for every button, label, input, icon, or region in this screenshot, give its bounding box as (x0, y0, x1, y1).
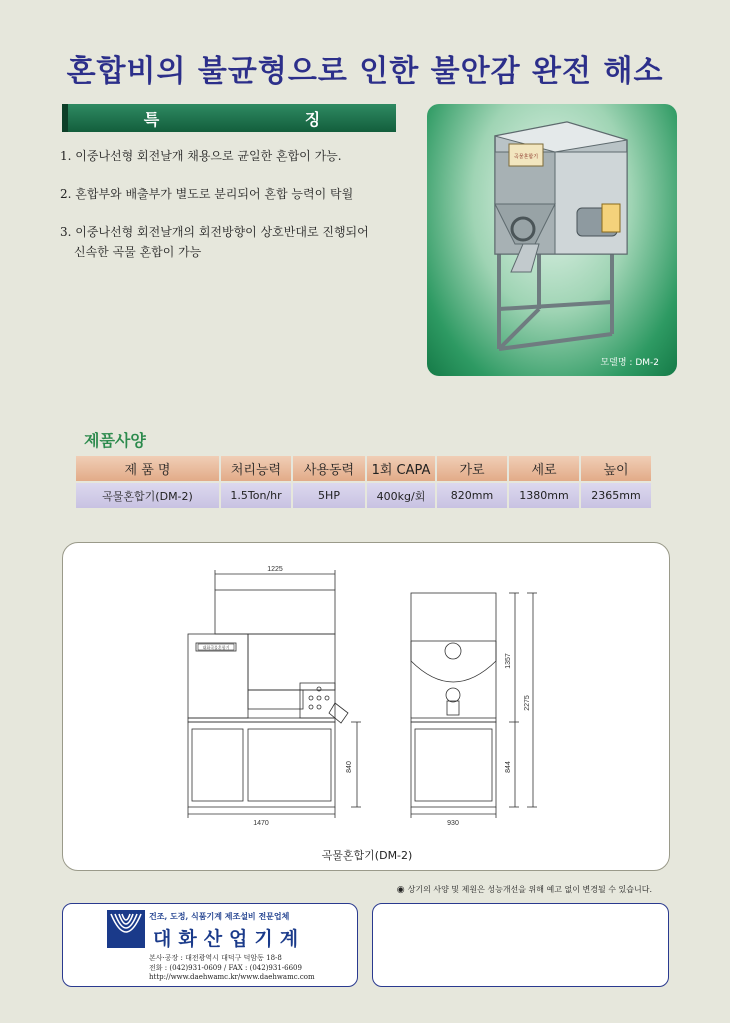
header-product-name: 제 품 명 (76, 456, 220, 482)
company-logo-icon (107, 910, 145, 948)
company-name: 대화산업기계 (153, 928, 306, 950)
header-height: 높이 (580, 456, 652, 482)
header-depth: 세로 (508, 456, 580, 482)
drawing-svg (63, 543, 671, 843)
dim-hopper-height: 1357 (505, 653, 512, 669)
feature-text: 1. 이중나선형 회전날개 채용으로 균일한 혼합이 가능. (60, 149, 342, 163)
cell-depth: 1380mm (508, 482, 580, 508)
specs-table (76, 456, 653, 508)
model-label: 모델명 : DM-2 (600, 358, 659, 368)
feature-item (60, 184, 410, 204)
specs-title: 제품사양 (84, 431, 146, 450)
plate-text: 곡물혼합기 (513, 154, 539, 160)
product-photo (427, 104, 677, 376)
features-list (60, 146, 410, 280)
company-info (62, 903, 358, 987)
dim-total-height: 2275 (524, 695, 531, 711)
feature-text-continued: 신속한 곡물 혼합이 가능 (74, 245, 202, 259)
feature-text: 3. 이중나선형 회전날개의 회전방향이 상호반대로 진행되어 (60, 225, 369, 239)
company-phone: 전화 : (042)931-0609 / FAX : (042)931-6609 (149, 964, 302, 972)
dim-base-width: 1470 (253, 820, 269, 827)
cell-product-name: 곡물혼합기(DM-2) (76, 482, 220, 508)
table-row (76, 482, 652, 508)
notice-mark-icon: ◉ (396, 885, 405, 895)
cell-capacity: 1.5Ton/hr (220, 482, 292, 508)
header-width: 가로 (436, 456, 508, 482)
notice-text: 상기의 사양 및 제원은 성능개선을 위해 예고 없이 변경될 수 있습니다. (407, 885, 652, 894)
technical-drawing (62, 542, 670, 871)
company-website: http://www.daehwamc.kr/www.daehwamc.com (149, 973, 315, 981)
dim-side-leg-height: 844 (505, 761, 512, 773)
feature-text: 2. 혼합부와 배출부가 별도로 분리되어 혼합 능력이 탁월 (60, 187, 354, 201)
cell-batch-capa: 400kg/회 (366, 482, 436, 508)
notice (397, 884, 652, 895)
header-capacity: 처리능력 (220, 456, 292, 482)
mixer-machine-illustration (427, 104, 677, 376)
cell-height: 2365mm (580, 482, 652, 508)
company-address: 본사·공장 : 대전광역시 대덕구 덕암동 18-8 (149, 954, 282, 962)
dim-top-width: 1225 (267, 566, 283, 573)
feature-item (60, 222, 410, 262)
feature-item (60, 146, 410, 166)
company-tagline: 건조, 도정, 식품기계 제조설비 전문업체 (149, 911, 290, 921)
dealer-stamp-box (372, 903, 669, 987)
drawing-caption: 곡물혼합기(DM-2) (321, 849, 413, 862)
features-header: 특 징 (62, 104, 396, 132)
header-power: 사용동력 (292, 456, 366, 482)
header-batch-capa: 1회 CAPA (366, 456, 436, 482)
drawing-plate-label: 대화곡물혼합기 (202, 645, 230, 650)
cell-width: 820mm (436, 482, 508, 508)
page-title: 혼합비의 불균형으로 인한 불안감 완전 해소 (66, 54, 664, 89)
cell-power: 5HP (292, 482, 366, 508)
dim-side-width: 930 (447, 820, 459, 827)
specs-header-row (76, 456, 652, 482)
dim-leg-height: 840 (346, 761, 353, 773)
